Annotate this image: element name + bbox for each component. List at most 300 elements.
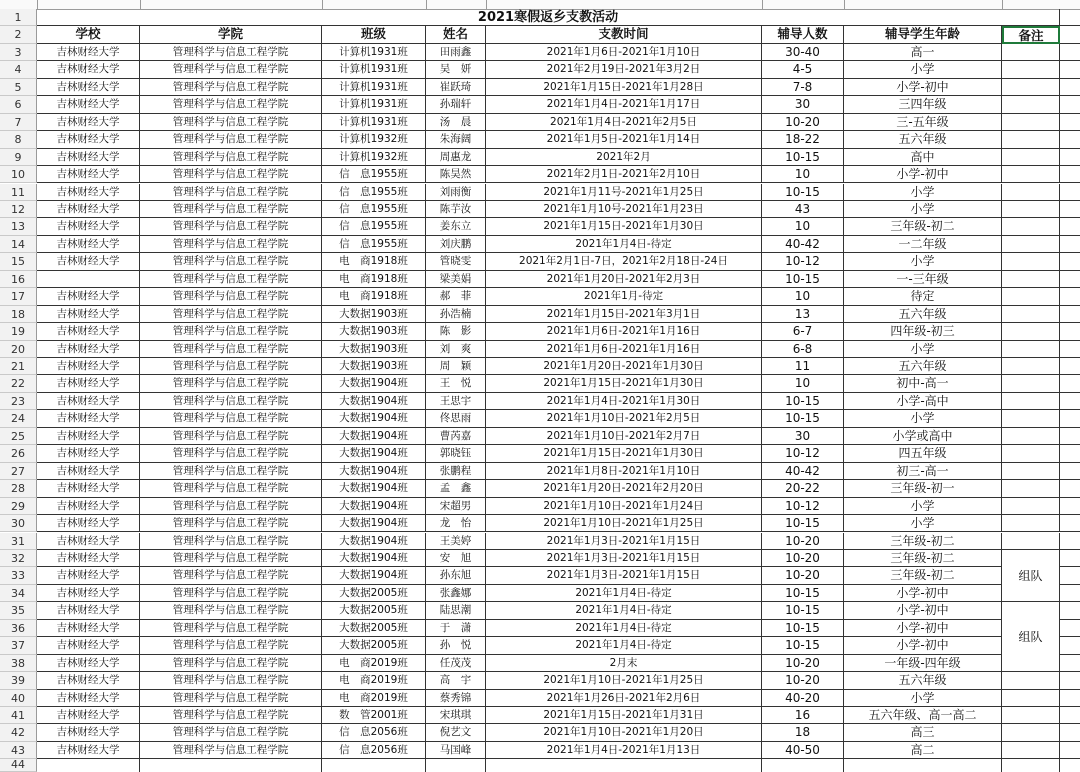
row-number[interactable]: 15 xyxy=(0,253,37,270)
cell-college[interactable]: 管理科学与信息工程学院 xyxy=(140,515,322,532)
cell-empty[interactable] xyxy=(1060,44,1080,61)
cell-school[interactable]: 吉林财经大学 xyxy=(37,690,140,707)
cell-empty[interactable] xyxy=(1060,463,1080,480)
cell-age[interactable]: 小学-初中 xyxy=(844,166,1002,183)
cell-college[interactable]: 管理科学与信息工程学院 xyxy=(140,655,322,672)
cell-student-name[interactable]: 曹芮嘉 xyxy=(426,428,486,445)
cell-age[interactable]: 小学 xyxy=(844,61,1002,78)
cell-student-name[interactable]: 安 旭 xyxy=(426,550,486,567)
cell-empty[interactable] xyxy=(1060,672,1080,689)
cell-school[interactable]: 吉林财经大学 xyxy=(37,480,140,497)
cell-empty[interactable] xyxy=(140,759,322,772)
cell-college[interactable]: 管理科学与信息工程学院 xyxy=(140,149,322,166)
cell-student-name[interactable]: 高 宇 xyxy=(426,672,486,689)
cell-note[interactable] xyxy=(1002,44,1060,61)
cell-age[interactable]: 五六年级 xyxy=(844,358,1002,375)
cell-school[interactable]: 吉林财经大学 xyxy=(37,375,140,392)
cell-empty[interactable] xyxy=(1060,637,1080,654)
cell-school[interactable]: 吉林财经大学 xyxy=(37,445,140,462)
cell-count[interactable]: 7-8 xyxy=(762,79,844,96)
cell-college[interactable]: 管理科学与信息工程学院 xyxy=(140,288,322,305)
cell-time[interactable]: 2021年1月10日-2021年2月7日 xyxy=(486,428,762,445)
cell-student-name[interactable]: 汤 晨 xyxy=(426,114,486,131)
cell-student-name[interactable]: 朱海阔 xyxy=(426,131,486,148)
cell-class[interactable]: 计算机1931班 xyxy=(322,96,426,113)
cell-college[interactable]: 管理科学与信息工程学院 xyxy=(140,690,322,707)
cell-college[interactable]: 管理科学与信息工程学院 xyxy=(140,114,322,131)
cell-student-name[interactable]: 姜东立 xyxy=(426,218,486,235)
cell-age[interactable]: 一-三年级 xyxy=(844,271,1002,288)
cell-college[interactable]: 管理科学与信息工程学院 xyxy=(140,480,322,497)
cell-college[interactable]: 管理科学与信息工程学院 xyxy=(140,602,322,619)
cell-note[interactable] xyxy=(1002,724,1060,741)
cell-count[interactable]: 4-5 xyxy=(762,61,844,78)
cell-age[interactable]: 四五年级 xyxy=(844,445,1002,462)
cell-student-name[interactable]: 郭晓钰 xyxy=(426,445,486,462)
cell-empty[interactable] xyxy=(1060,236,1080,253)
cell-student-name[interactable]: 孟 鑫 xyxy=(426,480,486,497)
cell-age[interactable]: 高三 xyxy=(844,724,1002,741)
cell-empty[interactable] xyxy=(1060,585,1080,602)
cell-empty[interactable] xyxy=(1060,61,1080,78)
cell-count[interactable]: 10-20 xyxy=(762,550,844,567)
cell-class[interactable]: 大数据1904班 xyxy=(322,515,426,532)
cell-school[interactable]: 吉林财经大学 xyxy=(37,672,140,689)
cell-class[interactable]: 计算机1931班 xyxy=(322,61,426,78)
row-number[interactable]: 17 xyxy=(0,288,37,305)
cell-college[interactable]: 管理科学与信息工程学院 xyxy=(140,218,322,235)
cell-school[interactable]: 吉林财经大学 xyxy=(37,515,140,532)
row-number[interactable]: 35 xyxy=(0,602,37,619)
cell-school[interactable]: 吉林财经大学 xyxy=(37,201,140,218)
cell-class[interactable]: 计算机1931班 xyxy=(322,114,426,131)
cell-note[interactable] xyxy=(1002,61,1060,78)
cell-age[interactable]: 五六年级、高一高二 xyxy=(844,707,1002,724)
cell-time[interactable]: 2021年1月3日-2021年1月15日 xyxy=(486,533,762,550)
row-number[interactable]: 36 xyxy=(0,620,37,637)
cell-age[interactable]: 小学 xyxy=(844,515,1002,532)
cell-school[interactable]: 吉林财经大学 xyxy=(37,166,140,183)
cell-school[interactable]: 吉林财经大学 xyxy=(37,428,140,445)
cell-time[interactable]: 2021年1月15日-2021年1月28日 xyxy=(486,79,762,96)
cell-school[interactable]: 吉林财经大学 xyxy=(37,341,140,358)
cell-time[interactable]: 2021年1月4日-2021年1月30日 xyxy=(486,393,762,410)
cell-college[interactable]: 管理科学与信息工程学院 xyxy=(140,428,322,445)
cell-time[interactable]: 2021年1月6日-2021年1月10日 xyxy=(486,44,762,61)
cell-college[interactable]: 管理科学与信息工程学院 xyxy=(140,742,322,759)
cell-college[interactable]: 管理科学与信息工程学院 xyxy=(140,341,322,358)
cell-empty[interactable] xyxy=(1060,567,1080,584)
cell-student-name[interactable]: 王美婷 xyxy=(426,533,486,550)
cell-count[interactable]: 10 xyxy=(762,166,844,183)
cell-class[interactable]: 大数据2005班 xyxy=(322,637,426,654)
cell-empty[interactable] xyxy=(1060,288,1080,305)
cell-school[interactable]: 吉林财经大学 xyxy=(37,498,140,515)
cell-empty[interactable] xyxy=(1060,358,1080,375)
cell-count[interactable]: 10-12 xyxy=(762,445,844,462)
cell-college[interactable]: 管理科学与信息工程学院 xyxy=(140,61,322,78)
cell-time[interactable]: 2021年1月4日-2021年1月17日 xyxy=(486,96,762,113)
cell-count[interactable]: 10-20 xyxy=(762,114,844,131)
cell-note[interactable] xyxy=(1002,358,1060,375)
cell-class[interactable]: 电 商2019班 xyxy=(322,690,426,707)
cell-age[interactable]: 小学 xyxy=(844,690,1002,707)
cell-college[interactable]: 管理科学与信息工程学院 xyxy=(140,375,322,392)
cell-time[interactable]: 2021年1月20日-2021年1月30日 xyxy=(486,358,762,375)
cell-count[interactable]: 16 xyxy=(762,707,844,724)
cell-student-name[interactable]: 王 悦 xyxy=(426,375,486,392)
cell-college[interactable]: 管理科学与信息工程学院 xyxy=(140,410,322,427)
cell-class[interactable]: 大数据1903班 xyxy=(322,341,426,358)
cell-student-name[interactable]: 孙东旭 xyxy=(426,567,486,584)
cell-class[interactable]: 电 商1918班 xyxy=(322,271,426,288)
cell-school[interactable]: 吉林财经大学 xyxy=(37,358,140,375)
cell-school[interactable]: 吉林财经大学 xyxy=(37,236,140,253)
cell-school[interactable]: 吉林财经大学 xyxy=(37,44,140,61)
cell-time[interactable]: 2021年1月10号-2021年1月23日 xyxy=(486,201,762,218)
cell-empty[interactable] xyxy=(1060,201,1080,218)
row-number[interactable]: 11 xyxy=(0,184,37,201)
cell-note[interactable] xyxy=(1002,707,1060,724)
cell-school[interactable]: 吉林财经大学 xyxy=(37,253,140,270)
row-number[interactable]: 37 xyxy=(0,637,37,654)
cell-count[interactable]: 10-15 xyxy=(762,184,844,201)
row-number[interactable]: 16 xyxy=(0,271,37,288)
cell-student-name[interactable]: 张鑫娜 xyxy=(426,585,486,602)
cell-class[interactable]: 大数据1903班 xyxy=(322,323,426,340)
row-number[interactable]: 23 xyxy=(0,393,37,410)
row-number[interactable]: 22 xyxy=(0,375,37,392)
cell-student-name[interactable]: 马国峰 xyxy=(426,742,486,759)
cell-note[interactable] xyxy=(1002,742,1060,759)
cell-note[interactable] xyxy=(1002,323,1060,340)
cell-college[interactable]: 管理科学与信息工程学院 xyxy=(140,724,322,741)
cell-student-name[interactable]: 刘雨衡 xyxy=(426,184,486,201)
cell-class[interactable]: 大数据2005班 xyxy=(322,620,426,637)
cell-empty[interactable] xyxy=(1060,131,1080,148)
cell-count[interactable]: 13 xyxy=(762,306,844,323)
cell-college[interactable]: 管理科学与信息工程学院 xyxy=(140,585,322,602)
cell-empty[interactable] xyxy=(1060,114,1080,131)
cell-age[interactable]: 小学 xyxy=(844,341,1002,358)
cell-class[interactable]: 电 商1918班 xyxy=(322,288,426,305)
cell-time[interactable]: 2021年1月4日-待定 xyxy=(486,602,762,619)
cell-note[interactable] xyxy=(1002,201,1060,218)
cell-count[interactable]: 10 xyxy=(762,288,844,305)
cell-note[interactable] xyxy=(1002,672,1060,689)
cell-age[interactable]: 三年级-初二 xyxy=(844,218,1002,235)
cell-college[interactable]: 管理科学与信息工程学院 xyxy=(140,79,322,96)
cell-note[interactable] xyxy=(1002,410,1060,427)
cell-college[interactable]: 管理科学与信息工程学院 xyxy=(140,707,322,724)
cell-school[interactable]: 吉林财经大学 xyxy=(37,218,140,235)
row-number[interactable]: 1 xyxy=(0,9,37,26)
cell-class[interactable]: 信 息1955班 xyxy=(322,201,426,218)
cell-note[interactable] xyxy=(1002,375,1060,392)
cell-college[interactable]: 管理科学与信息工程学院 xyxy=(140,201,322,218)
cell-student-name[interactable]: 于 潇 xyxy=(426,620,486,637)
cell-count[interactable]: 10-12 xyxy=(762,498,844,515)
cell-college[interactable]: 管理科学与信息工程学院 xyxy=(140,236,322,253)
cell-age[interactable]: 三四年级 xyxy=(844,96,1002,113)
cell-class[interactable]: 计算机1932班 xyxy=(322,131,426,148)
cell-age[interactable]: 小学-高中 xyxy=(844,393,1002,410)
cell-count[interactable]: 20-22 xyxy=(762,480,844,497)
cell-college[interactable]: 管理科学与信息工程学院 xyxy=(140,498,322,515)
cell-note[interactable] xyxy=(1002,79,1060,96)
cell-college[interactable]: 管理科学与信息工程学院 xyxy=(140,96,322,113)
cell-time[interactable]: 2021年1月5日-2021年1月14日 xyxy=(486,131,762,148)
cell-empty[interactable] xyxy=(1060,96,1080,113)
cell-student-name[interactable]: 陆思潮 xyxy=(426,602,486,619)
cell-class[interactable]: 大数据1904班 xyxy=(322,375,426,392)
cell-class[interactable]: 大数据2005班 xyxy=(322,585,426,602)
cell-empty[interactable] xyxy=(1060,375,1080,392)
cell-empty[interactable] xyxy=(1060,445,1080,462)
cell-college[interactable]: 管理科学与信息工程学院 xyxy=(140,166,322,183)
cell-time[interactable]: 2021年2月1日-7日，2021年2月18日-24日 xyxy=(486,253,762,270)
header-count[interactable]: 辅导人数 xyxy=(762,26,844,43)
cell-student-name[interactable]: 管晓雯 xyxy=(426,253,486,270)
row-number[interactable]: 18 xyxy=(0,306,37,323)
cell-time[interactable]: 2021年1月10日-2021年1月25日 xyxy=(486,515,762,532)
cell-note[interactable] xyxy=(1002,288,1060,305)
cell-empty[interactable] xyxy=(1060,271,1080,288)
cell-student-name[interactable]: 刘 爽 xyxy=(426,341,486,358)
cell-count[interactable]: 10-20 xyxy=(762,672,844,689)
row-number[interactable]: 30 xyxy=(0,515,37,532)
cell-time[interactable]: 2021年1月15日-2021年1月30日 xyxy=(486,218,762,235)
cell-class[interactable]: 大数据1903班 xyxy=(322,306,426,323)
row-number[interactable]: 2 xyxy=(0,26,37,43)
header-school[interactable]: 学校 xyxy=(37,26,140,43)
cell-note[interactable] xyxy=(1002,445,1060,462)
cell-school[interactable]: 吉林财经大学 xyxy=(37,550,140,567)
cell-class[interactable]: 信 息2056班 xyxy=(322,724,426,741)
cell-empty[interactable] xyxy=(322,759,426,772)
cell-student-name[interactable]: 任茂茂 xyxy=(426,655,486,672)
cell-note[interactable] xyxy=(1002,341,1060,358)
cell-count[interactable]: 6-7 xyxy=(762,323,844,340)
row-number[interactable]: 33 xyxy=(0,567,37,584)
cell-note[interactable] xyxy=(1002,96,1060,113)
cell-age[interactable]: 初三-高一 xyxy=(844,463,1002,480)
header-age[interactable]: 辅导学生年龄 xyxy=(844,26,1002,43)
cell-school[interactable]: 吉林财经大学 xyxy=(37,306,140,323)
cell-empty[interactable] xyxy=(37,759,140,772)
cell-student-name[interactable]: 周 颖 xyxy=(426,358,486,375)
cell-time[interactable]: 2021年1月10日-2021年1月24日 xyxy=(486,498,762,515)
row-number[interactable]: 21 xyxy=(0,358,37,375)
cell-age[interactable]: 三年级-初二 xyxy=(844,550,1002,567)
cell-empty[interactable] xyxy=(1060,26,1080,43)
cell-age[interactable]: 小学-初中 xyxy=(844,79,1002,96)
cell-student-name[interactable]: 陈昊然 xyxy=(426,166,486,183)
cell-age[interactable]: 五六年级 xyxy=(844,672,1002,689)
cell-school[interactable]: 吉林财经大学 xyxy=(37,620,140,637)
cell-class[interactable]: 电 商2019班 xyxy=(322,655,426,672)
cell-age[interactable]: 小学 xyxy=(844,410,1002,427)
cell-empty[interactable] xyxy=(762,759,844,772)
row-number[interactable]: 24 xyxy=(0,410,37,427)
cell-age[interactable]: 五六年级 xyxy=(844,306,1002,323)
cell-student-name[interactable]: 陈芋汝 xyxy=(426,201,486,218)
cell-note[interactable] xyxy=(1002,533,1060,550)
row-number[interactable]: 40 xyxy=(0,690,37,707)
cell-empty[interactable] xyxy=(1060,428,1080,445)
cell-time[interactable]: 2021年1月10日-2021年2月5日 xyxy=(486,410,762,427)
cell-empty[interactable] xyxy=(1060,306,1080,323)
cell-empty[interactable] xyxy=(1060,602,1080,619)
cell-time[interactable]: 2021年1月-待定 xyxy=(486,288,762,305)
cell-college[interactable]: 管理科学与信息工程学院 xyxy=(140,620,322,637)
cell-count[interactable]: 10-15 xyxy=(762,620,844,637)
cell-empty[interactable] xyxy=(1060,253,1080,270)
cell-note[interactable] xyxy=(1002,166,1060,183)
row-number[interactable]: 43 xyxy=(0,742,37,759)
cell-student-name[interactable]: 倪艺文 xyxy=(426,724,486,741)
cell-count[interactable]: 30 xyxy=(762,428,844,445)
cell-count[interactable]: 18-22 xyxy=(762,131,844,148)
cell-count[interactable]: 10-15 xyxy=(762,515,844,532)
row-number[interactable]: 42 xyxy=(0,724,37,741)
cell-count[interactable]: 10-20 xyxy=(762,655,844,672)
cell-empty[interactable] xyxy=(1002,759,1060,772)
cell-college[interactable]: 管理科学与信息工程学院 xyxy=(140,306,322,323)
cell-time[interactable]: 2021年1月11号-2021年1月25日 xyxy=(486,184,762,201)
cell-time[interactable]: 2021年1月4日-待定 xyxy=(486,236,762,253)
cell-age[interactable]: 五六年级 xyxy=(844,131,1002,148)
header-college[interactable]: 学院 xyxy=(140,26,322,43)
cell-time[interactable]: 2021年1月3日-2021年1月15日 xyxy=(486,550,762,567)
cell-student-name[interactable]: 周惠龙 xyxy=(426,149,486,166)
cell-empty[interactable] xyxy=(1060,393,1080,410)
cell-class[interactable]: 大数据1904班 xyxy=(322,550,426,567)
cell-class[interactable]: 信 息1955班 xyxy=(322,166,426,183)
cell-time[interactable]: 2021年1月4日-2021年2月5日 xyxy=(486,114,762,131)
cell-time[interactable]: 2021年2月1日-2021年2月10日 xyxy=(486,166,762,183)
cell-empty[interactable] xyxy=(1060,480,1080,497)
cell-empty[interactable] xyxy=(1060,341,1080,358)
cell-college[interactable]: 管理科学与信息工程学院 xyxy=(140,358,322,375)
cell-school[interactable]: 吉林财经大学 xyxy=(37,724,140,741)
cell-note[interactable] xyxy=(1002,184,1060,201)
cell-school[interactable]: 吉林财经大学 xyxy=(37,393,140,410)
cell-empty[interactable] xyxy=(844,759,1002,772)
cell-time[interactable]: 2021年1月4日-待定 xyxy=(486,585,762,602)
row-number[interactable]: 13 xyxy=(0,218,37,235)
cell-class[interactable]: 计算机1931班 xyxy=(322,44,426,61)
cell-age[interactable]: 小学-初中 xyxy=(844,637,1002,654)
cell-count[interactable]: 10-15 xyxy=(762,393,844,410)
cell-empty[interactable] xyxy=(426,759,486,772)
cell-count[interactable]: 10-15 xyxy=(762,271,844,288)
cell-count[interactable]: 10-15 xyxy=(762,410,844,427)
cell-class[interactable]: 电 商1918班 xyxy=(322,253,426,270)
cell-empty[interactable] xyxy=(1060,498,1080,515)
cell-student-name[interactable]: 龙 怡 xyxy=(426,515,486,532)
cell-count[interactable]: 10-15 xyxy=(762,637,844,654)
row-number[interactable]: 20 xyxy=(0,341,37,358)
cell-class[interactable]: 大数据1904班 xyxy=(322,498,426,515)
row-number[interactable]: 12 xyxy=(0,201,37,218)
cell-note[interactable] xyxy=(1002,271,1060,288)
cell-note[interactable] xyxy=(1002,253,1060,270)
cell-note[interactable] xyxy=(1002,480,1060,497)
row-number[interactable]: 39 xyxy=(0,672,37,689)
cell-time[interactable]: 2021年1月8日-2021年1月10日 xyxy=(486,463,762,480)
cell-student-name[interactable]: 宋琪琪 xyxy=(426,707,486,724)
cell-count[interactable]: 10-20 xyxy=(762,567,844,584)
cell-age[interactable]: 三年级-初一 xyxy=(844,480,1002,497)
cell-school[interactable]: 吉林财经大学 xyxy=(37,96,140,113)
cell-class[interactable]: 大数据1904班 xyxy=(322,463,426,480)
cell-class[interactable]: 信 息1955班 xyxy=(322,218,426,235)
cell-class[interactable]: 信 息1955班 xyxy=(322,184,426,201)
cell-school[interactable]: 吉林财经大学 xyxy=(37,567,140,584)
cell-empty[interactable] xyxy=(486,759,762,772)
row-number[interactable]: 14 xyxy=(0,236,37,253)
cell-college[interactable]: 管理科学与信息工程学院 xyxy=(140,184,322,201)
header-class[interactable]: 班级 xyxy=(322,26,426,43)
cell-count[interactable]: 10 xyxy=(762,218,844,235)
cell-count[interactable]: 10-12 xyxy=(762,253,844,270)
cell-note[interactable] xyxy=(1002,498,1060,515)
row-number[interactable]: 28 xyxy=(0,480,37,497)
row-number[interactable]: 4 xyxy=(0,61,37,78)
cell-time[interactable]: 2021年1月15日-2021年3月1日 xyxy=(486,306,762,323)
cell-class[interactable]: 电 商2019班 xyxy=(322,672,426,689)
cell-school[interactable]: 吉林财经大学 xyxy=(37,79,140,96)
cell-student-name[interactable]: 孙浩楠 xyxy=(426,306,486,323)
cell-note[interactable] xyxy=(1002,236,1060,253)
cell-class[interactable]: 大数据2005班 xyxy=(322,602,426,619)
cell-empty[interactable] xyxy=(1060,410,1080,427)
cell-time[interactable]: 2021年2月19日-2021年3月2日 xyxy=(486,61,762,78)
cell-count[interactable]: 40-50 xyxy=(762,742,844,759)
cell-school[interactable]: 吉林财经大学 xyxy=(37,637,140,654)
cell-student-name[interactable]: 田雨鑫 xyxy=(426,44,486,61)
cell-count[interactable]: 6-8 xyxy=(762,341,844,358)
row-number[interactable]: 34 xyxy=(0,585,37,602)
row-number[interactable]: 8 xyxy=(0,131,37,148)
cell-class[interactable]: 大数据1904班 xyxy=(322,445,426,462)
header-note[interactable]: 备注 xyxy=(1002,26,1060,43)
cell-class[interactable]: 大数据1904班 xyxy=(322,567,426,584)
cell-class[interactable]: 计算机1931班 xyxy=(322,79,426,96)
cell-student-name[interactable]: 郝 菲 xyxy=(426,288,486,305)
cell-count[interactable]: 10 xyxy=(762,375,844,392)
cell-school[interactable]: 吉林财经大学 xyxy=(37,533,140,550)
cell-time[interactable]: 2月末 xyxy=(486,655,762,672)
cell-count[interactable]: 43 xyxy=(762,201,844,218)
row-number[interactable]: 29 xyxy=(0,498,37,515)
cell-note[interactable] xyxy=(1002,463,1060,480)
cell-age[interactable]: 四年级-初三 xyxy=(844,323,1002,340)
cell-student-name[interactable]: 张鹏程 xyxy=(426,463,486,480)
cell-class[interactable]: 大数据1904班 xyxy=(322,480,426,497)
cell-note[interactable] xyxy=(1002,690,1060,707)
cell-age[interactable]: 小学 xyxy=(844,184,1002,201)
cell-empty[interactable] xyxy=(1060,655,1080,672)
cell-school[interactable]: 吉林财经大学 xyxy=(37,707,140,724)
cell-empty[interactable] xyxy=(1060,166,1080,183)
cell-note[interactable] xyxy=(1002,149,1060,166)
cell-count[interactable]: 18 xyxy=(762,724,844,741)
cell-student-name[interactable]: 佟思雨 xyxy=(426,410,486,427)
cell-time[interactable]: 2021年1月10日-2021年1月20日 xyxy=(486,724,762,741)
cell-count[interactable]: 10-15 xyxy=(762,149,844,166)
